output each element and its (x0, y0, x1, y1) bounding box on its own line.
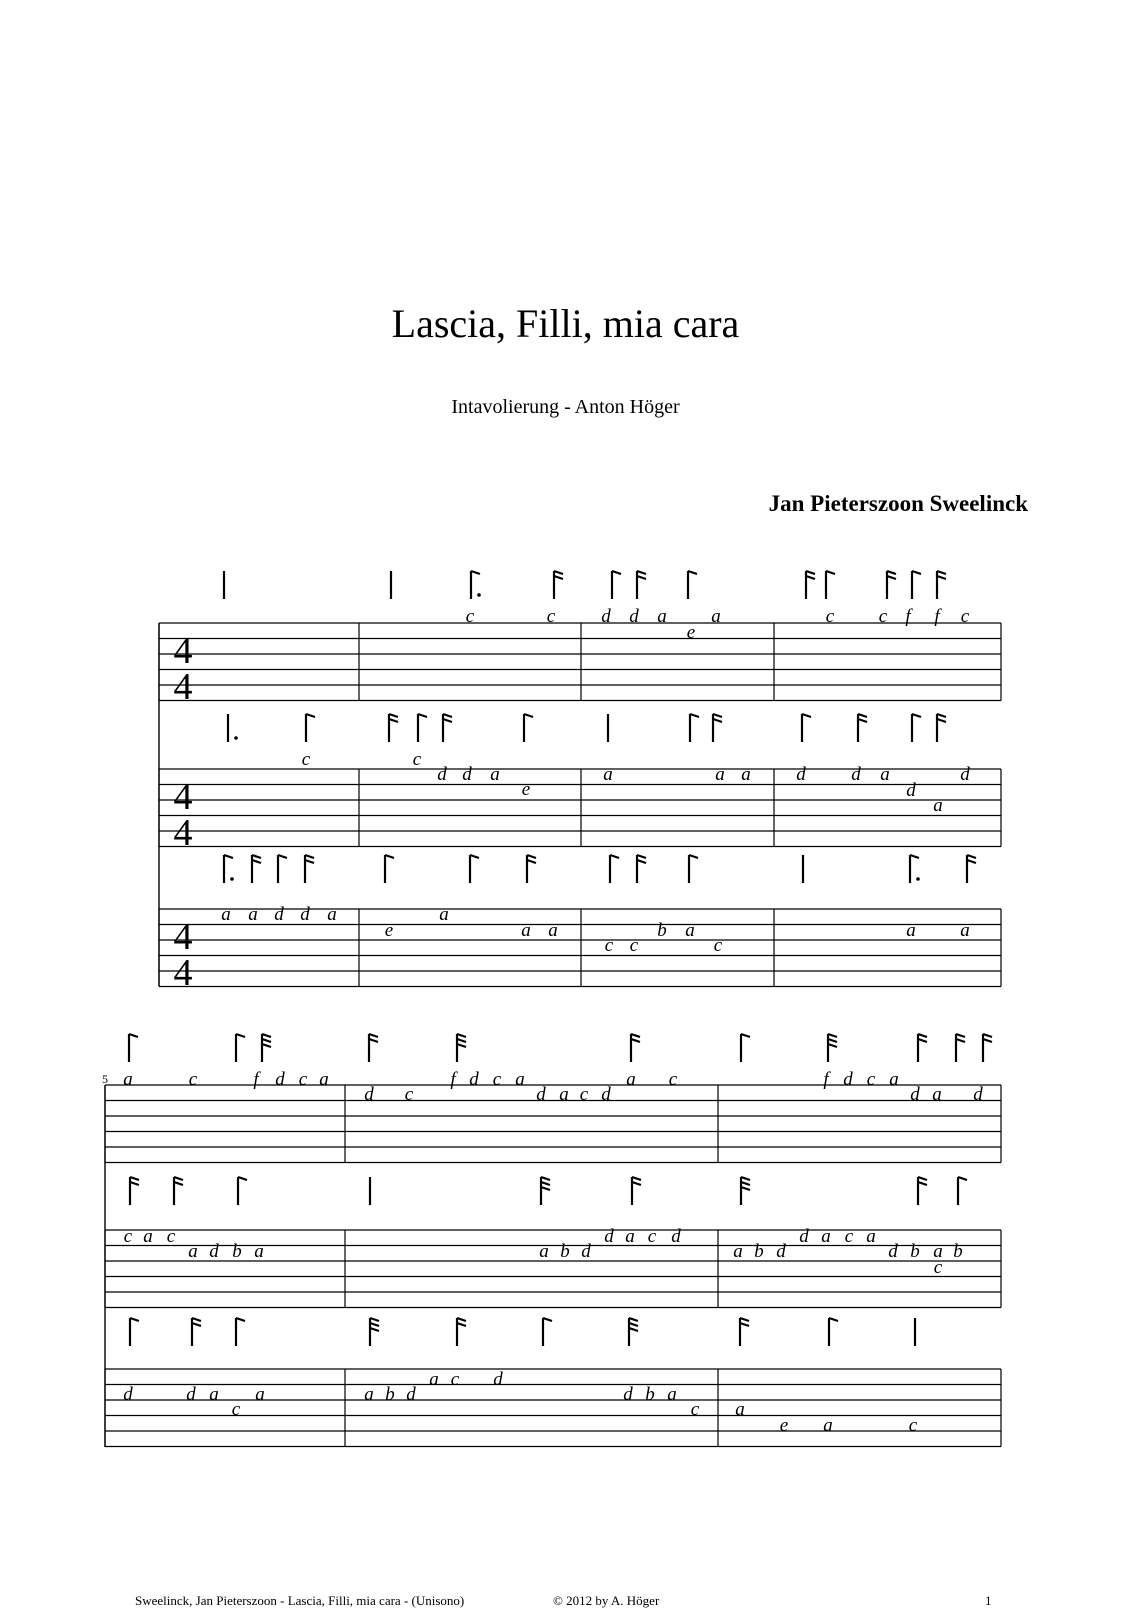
tab-letter: d (601, 606, 611, 627)
tab-letter: a (889, 1069, 899, 1090)
time-signature-top: 4 (173, 916, 193, 958)
rhythm-flag (967, 855, 976, 883)
tab-letter: c (878, 606, 888, 627)
tab-letter: d (671, 1226, 681, 1247)
tab-letter: a (143, 1226, 153, 1247)
time-signature-top: 4 (173, 776, 193, 818)
rhythm-flag (688, 571, 697, 599)
tab-letter: b (657, 920, 667, 941)
rhythm-flag (262, 1034, 271, 1062)
tab-letter: f (823, 1069, 829, 1090)
time-signature-bottom: 4 (173, 952, 193, 994)
tab-letter: d (843, 1069, 853, 1090)
rhythm-flag (912, 714, 921, 742)
rhythm-flag (224, 855, 234, 883)
tab-letter: a (657, 606, 667, 627)
tab-letter: a (603, 764, 613, 785)
tab-letter: c (629, 935, 639, 956)
tab-letter: c (825, 606, 835, 627)
tab-letter: d (629, 606, 639, 627)
staff-1-2 (159, 769, 1001, 847)
tab-letter: d (274, 904, 284, 925)
rhythm-flag (541, 1177, 550, 1205)
tab-letter: c (647, 1226, 657, 1247)
tab-letter: a (539, 1241, 549, 1262)
piece-title: Lascia, Filli, mia cara (391, 301, 740, 346)
rhythm-flag (828, 1034, 837, 1062)
tab-letter: d (796, 764, 806, 785)
rhythm-flag (252, 855, 261, 883)
rhythm-flag (470, 855, 479, 883)
tab-letter: c (713, 935, 723, 956)
rhythm-flag (912, 571, 921, 599)
tab-letter: a (248, 904, 258, 925)
rhythm-flag (610, 855, 619, 883)
rhythm-flag (554, 571, 563, 599)
rhythm-flag (305, 855, 314, 883)
tab-letter: d (888, 1241, 898, 1262)
tab-letter: a (254, 1241, 264, 1262)
staff-2-1 (105, 1085, 1001, 1163)
tab-letter: f (905, 606, 911, 627)
rhythm-flag (637, 571, 646, 599)
rhythm-flag (631, 1034, 640, 1062)
tab-letter: d (300, 904, 310, 925)
tab-letter: e (384, 920, 394, 941)
rhythm-flag (238, 1177, 247, 1205)
tab-letter: c (908, 1415, 918, 1436)
tab-letter: c (123, 1226, 133, 1247)
tab-letter: b (560, 1241, 570, 1262)
rhythm-flag (527, 855, 536, 883)
rhythm-flag (369, 1034, 378, 1062)
tab-letter: c (866, 1069, 876, 1090)
staff-1-3 (159, 909, 1001, 987)
rhythm-flag (306, 714, 315, 742)
rhythm-flag (174, 1177, 183, 1205)
rhythm-flag (690, 714, 699, 742)
tab-letter: a (319, 1069, 329, 1090)
tab-letter: d (604, 1226, 614, 1247)
rhythm-flag (826, 571, 835, 599)
rhythm-flag (858, 714, 867, 742)
tab-letter: c (465, 606, 475, 627)
tab-letter: d (799, 1226, 809, 1247)
rhythm-flag (689, 855, 698, 883)
tab-letter: d (364, 1084, 374, 1105)
composer-name: Jan Pieterszoon Sweelinck (768, 491, 1028, 516)
tab-letter: a (906, 920, 916, 941)
tab-letter: d (209, 1241, 219, 1262)
rhythm-flag (443, 714, 452, 742)
rhythm-flag (741, 1034, 750, 1062)
tab-letter: a (209, 1384, 219, 1405)
tab-letter: a (823, 1415, 833, 1436)
tab-letter: c (188, 1069, 198, 1090)
rhythm-flag (612, 571, 621, 599)
tab-letter: c (450, 1369, 460, 1390)
tab-letter: c (298, 1069, 308, 1090)
tab-letter: d (601, 1084, 611, 1105)
tab-letter: a (626, 1069, 636, 1090)
tab-letter: d (406, 1384, 416, 1405)
tab-letter: d (275, 1069, 285, 1090)
rhythm-flag (937, 714, 946, 742)
tab-letter: d (437, 764, 447, 785)
tab-letter: a (933, 795, 943, 816)
rhythm-flag (802, 714, 811, 742)
tab-letter: a (866, 1226, 876, 1247)
tab-letter: a (439, 904, 449, 925)
tab-letter: a (821, 1226, 831, 1247)
tab-letter: a (327, 904, 337, 925)
tab-letter: d (493, 1369, 503, 1390)
tab-letter: e (779, 1415, 789, 1436)
rhythm-flag (130, 1318, 139, 1346)
tab-letter: a (741, 764, 751, 785)
tab-letter: b (232, 1241, 242, 1262)
tab-letter: a (625, 1226, 635, 1247)
tab-letter: b (953, 1241, 963, 1262)
time-signature-top: 4 (173, 630, 193, 672)
rhythm-flag (418, 714, 427, 742)
rhythm-flag (956, 1034, 965, 1062)
tab-letter: a (188, 1241, 198, 1262)
rhythm-flag (629, 1318, 638, 1346)
tab-letter: a (685, 920, 695, 941)
tab-letter: a (933, 1241, 943, 1262)
measure-number: 5 (102, 1072, 108, 1086)
tab-letter: d (536, 1084, 546, 1105)
arranger-credit: Intavolierung - Anton Höger (451, 396, 680, 418)
tab-letter: a (521, 920, 531, 941)
tab-letter: a (221, 904, 231, 925)
rhythm-flag (741, 1177, 750, 1205)
rhythm-flag (370, 1318, 379, 1346)
tab-letter: b (754, 1241, 764, 1262)
staff-1-1 (159, 623, 1001, 701)
tab-letter: c (604, 935, 614, 956)
tab-letter: a (667, 1384, 677, 1405)
tab-letter: a (559, 1084, 569, 1105)
tab-letter: d (469, 1069, 479, 1090)
tab-letter: a (715, 764, 725, 785)
tab-letter: c (668, 1069, 678, 1090)
tab-letter: c (492, 1069, 502, 1090)
rhythm-flag (958, 1177, 967, 1205)
tab-letter: d (186, 1384, 196, 1405)
tab-letter: d (910, 1084, 920, 1105)
tab-letter: d (776, 1241, 786, 1262)
tab-letter: d (906, 780, 916, 801)
tab-letter: c (166, 1226, 176, 1247)
tab-letter: a (735, 1399, 745, 1420)
tab-letter: e (521, 779, 531, 800)
rhythm-flag (457, 1034, 466, 1062)
rhythm-flag (713, 714, 722, 742)
tab-letter: c (546, 606, 556, 627)
tab-letter: a (880, 764, 890, 785)
tab-letter: c (690, 1399, 700, 1420)
rhythm-flag (228, 714, 238, 742)
tab-letter: c (231, 1399, 241, 1420)
page-number: 1 (985, 1593, 992, 1608)
rhythm-flag (740, 1318, 749, 1346)
rhythm-flag (192, 1318, 201, 1346)
tab-letter: c (404, 1084, 414, 1105)
tab-letter: a (364, 1384, 374, 1405)
tab-letter: f (934, 606, 940, 627)
tab-letter: c (844, 1226, 854, 1247)
rhythm-flag (543, 1318, 552, 1346)
time-signature-bottom: 4 (173, 666, 193, 708)
tab-letter: b (910, 1241, 920, 1262)
tab-letter: a (255, 1384, 265, 1405)
tab-letter: d (462, 764, 472, 785)
time-signature-bottom: 4 (173, 812, 193, 854)
tab-letter: b (385, 1384, 395, 1405)
tab-letter: a (960, 920, 970, 941)
rhythm-flag (236, 1034, 245, 1062)
tab-letter: d (123, 1384, 133, 1405)
rhythm-flag (637, 855, 646, 883)
rhythm-flag (829, 1318, 838, 1346)
rhythm-flag (524, 714, 533, 742)
tab-letter: b (645, 1384, 655, 1405)
tab-letter: d (851, 764, 861, 785)
rhythm-flag (937, 571, 946, 599)
rhythm-flag (129, 1034, 138, 1062)
footer-text: Sweelinck, Jan Pieterszoon - Lascia, Filli, mia cara - (Unisono) (135, 1593, 465, 1608)
tab-letter: a (123, 1069, 133, 1090)
tab-letter: a (429, 1369, 439, 1390)
rhythm-flag (278, 855, 287, 883)
tab-letter: a (733, 1241, 743, 1262)
rhythm-flag (236, 1318, 245, 1346)
tab-letter: d (973, 1084, 983, 1105)
tab-letter: c (579, 1084, 589, 1105)
rhythm-flag (918, 1177, 927, 1205)
tab-letter: a (548, 920, 558, 941)
rhythm-flag (457, 1318, 466, 1346)
tab-letter: c (412, 749, 422, 770)
tab-letter: a (490, 764, 500, 785)
tab-letter: a (711, 606, 721, 627)
tab-letter: c (960, 606, 970, 627)
tab-letter: f (450, 1069, 456, 1090)
tab-letter: c (933, 1257, 943, 1278)
rhythm-flag (130, 1177, 139, 1205)
tab-letter: a (515, 1069, 525, 1090)
rhythm-flag (918, 1034, 927, 1062)
rhythm-flag (471, 571, 481, 599)
tab-letter: d (623, 1384, 633, 1405)
tab-letter: c (301, 749, 311, 770)
rhythm-flag (806, 571, 815, 599)
rhythm-flag (389, 714, 398, 742)
tab-letter: f (253, 1069, 259, 1090)
tab-letter: d (581, 1241, 591, 1262)
rhythm-flag (632, 1177, 641, 1205)
tab-letter: e (686, 622, 696, 643)
tab-letter: d (960, 764, 970, 785)
rhythm-flag (983, 1034, 992, 1062)
rhythm-flag (385, 855, 394, 883)
rhythm-flag (887, 571, 896, 599)
rhythm-flag (910, 855, 920, 883)
tab-letter: a (932, 1084, 942, 1105)
footer-copyright: © 2012 by A. Höger (553, 1593, 660, 1608)
